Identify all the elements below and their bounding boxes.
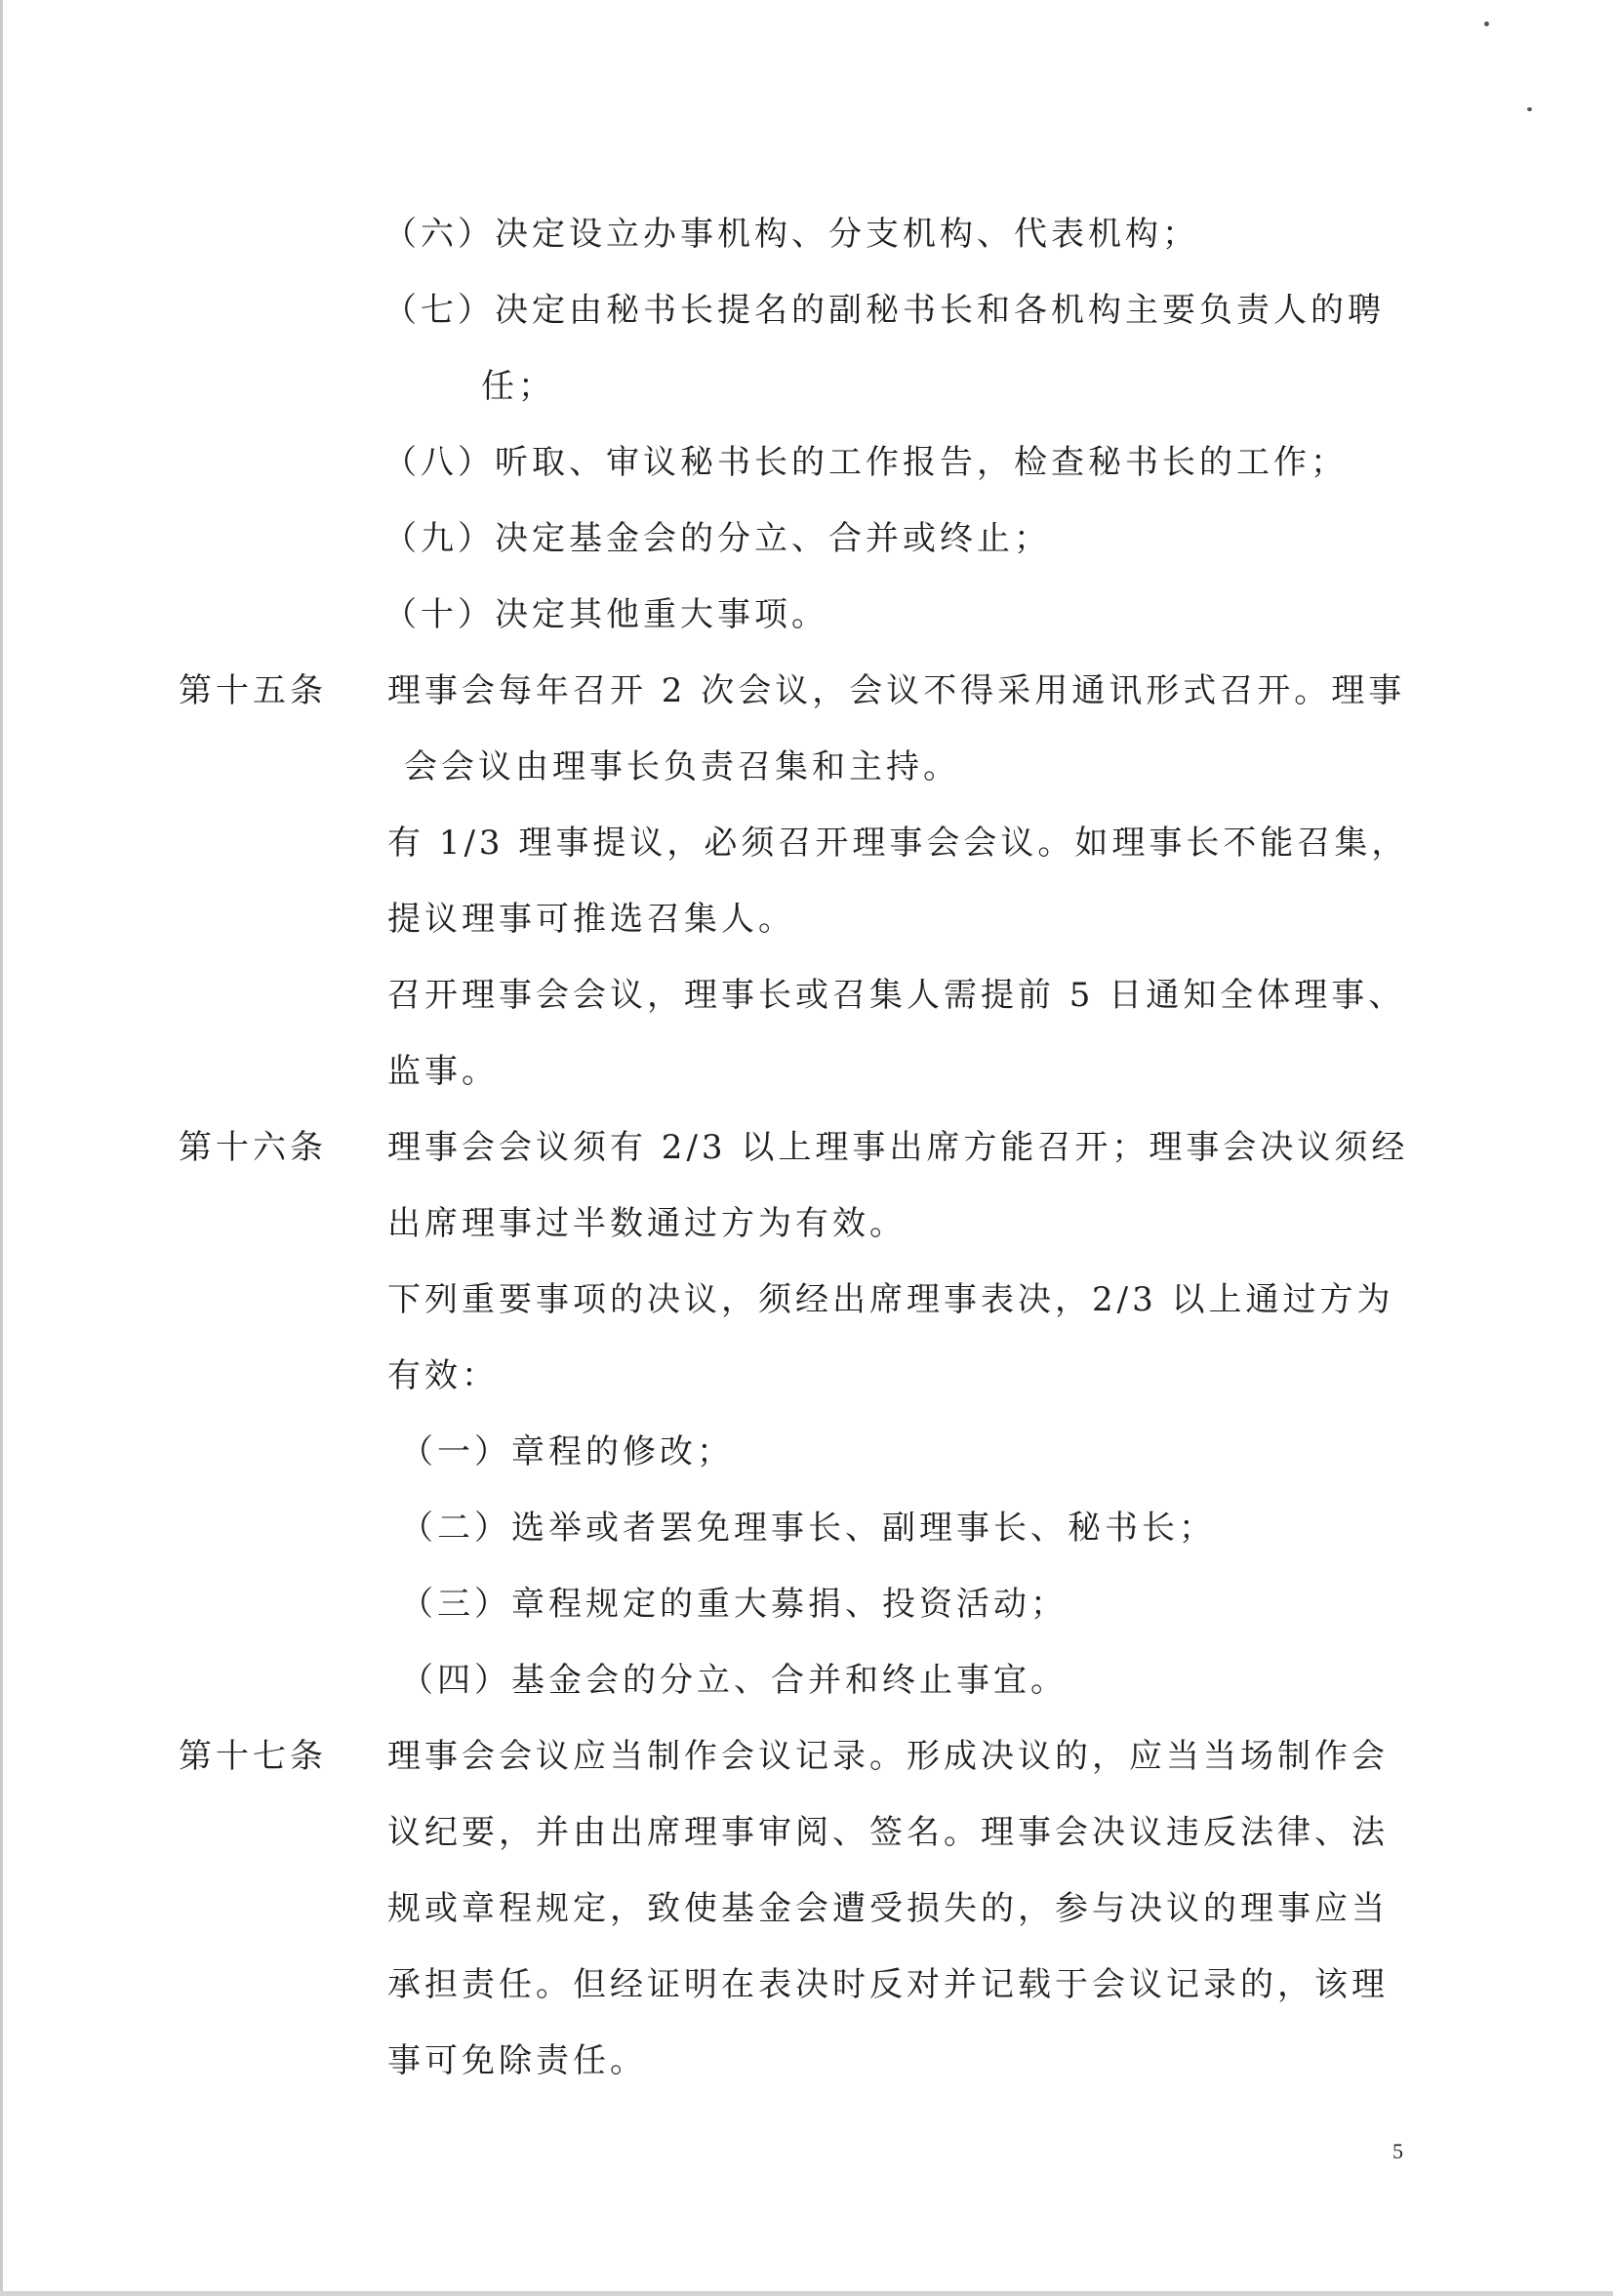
article-text: 出席理事过半数通过方为有效。 [387, 1204, 907, 1243]
article-text: 承担责任。但经证明在表决时反对并记载于会议记录的，该理 [387, 1965, 1389, 2004]
page-edge-bottom [0, 2291, 1613, 2296]
article-text: 事可免除责任。 [387, 2041, 647, 2080]
list-item: （八）听取、审议秘书长的工作报告，检查秘书长的工作； [383, 443, 1348, 482]
list-item: （二）选举或者罢免理事长、副理事长、秘书长； [400, 1509, 1216, 1548]
list-item: （四）基金会的分立、合并和终止事宜。 [400, 1661, 1068, 1700]
page-edge [0, 0, 3, 2296]
article-text: 下列重要事项的决议，须经出席理事表决，2/3 以上通过方为 [387, 1280, 1394, 1319]
article-text: 召开理事会会议，理事长或召集人需提前 5 日通知全体理事、 [387, 976, 1406, 1015]
article-text: 会会议由理事长负责召集和主持。 [404, 747, 960, 786]
article-text: 议纪要，并由出席理事审阅、签名。理事会决议违反法律、法 [387, 1813, 1389, 1852]
article-label: 第十六条 [179, 1128, 327, 1167]
article-text: 有 1/3 理事提议，必须召开理事会会议。如理事长不能召集， [387, 824, 1409, 863]
list-item: （六）决定设立办事机构、分支机构、代表机构； [383, 215, 1199, 254]
article-label: 第十五条 [179, 671, 327, 710]
page-number: 5 [1392, 2139, 1403, 2163]
article-label: 第十七条 [179, 1737, 327, 1776]
article-text: 有效： [387, 1356, 499, 1395]
list-item: （十）决定其他重大事项。 [383, 595, 828, 634]
list-item: （九）决定基金会的分立、合并或终止； [383, 519, 1051, 558]
article-text: 理事会每年召开 2 次会议，会议不得采用通讯形式召开。理事 [387, 671, 1406, 710]
article-text: 理事会会议须有 2/3 以上理事出席方能召开；理事会决议须经 [387, 1128, 1409, 1167]
list-item: （七）决定由秘书长提名的副秘书长和各机构主要负责人的聘 [383, 291, 1385, 330]
list-item: （三）章程规定的重大募捐、投资活动； [400, 1585, 1068, 1624]
article-text: 监事。 [387, 1052, 499, 1091]
article-text: 理事会会议应当制作会议记录。形成决议的，应当当场制作会 [387, 1737, 1389, 1776]
scan-speck [1484, 21, 1489, 26]
list-item: （一）章程的修改； [400, 1432, 734, 1471]
scan-speck [1527, 107, 1532, 111]
article-text: 提议理事可推选召集人。 [387, 900, 795, 939]
article-text: 规或章程规定，致使基金会遭受损失的，参与决议的理事应当 [387, 1889, 1389, 1928]
list-item-continuation: 任； [481, 367, 555, 406]
